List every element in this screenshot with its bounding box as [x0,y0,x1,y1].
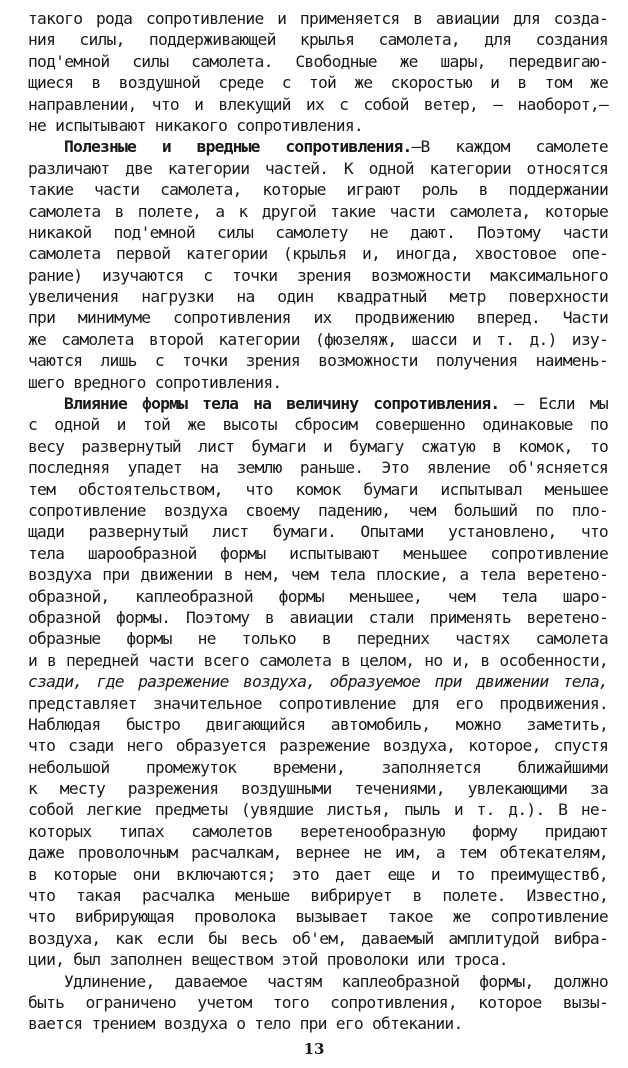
text-line: чаются лишь с точки зрения возможности получения наимень- [28,351,608,371]
page-text [28,8,608,1035]
text-line [28,136,608,157]
text-line: под'емной силы самолета. Свободные же шары, передвигаю- [28,51,608,71]
text-line: представляет значительное сопротивление для его продвижения. [28,693,608,713]
text-line: что сзади него образуется разрежение воздуха, которое, спустя [28,736,608,756]
text-line: быть ограничено учетом того сопротивления, которое вызы- [28,992,608,1012]
text-line: тем обстоятельством, что комок бумаги испытывал меньшее [28,479,608,499]
text-line [28,393,608,414]
text-line: с одной и той же высоты сбросим совершенно одинаковые по [28,415,608,435]
text-line: такие части самолета, которые играют роль в поддержании [28,180,608,200]
text-line: Наблюдая быстро двигающийся автомобиль, можно заметить, [28,714,608,734]
text-line: такого рода сопротивление и применяется в авиации для созда- [28,9,608,28]
text-line: образные формы не только в передних частях самолета [28,629,608,649]
text-line: что такая расчалка меньше вибрирует в полете. Известно, [28,886,608,906]
text-line: самолета в полете, а к другой такие части самолета, которые [28,201,608,221]
text-line: образной формы. Поэтому в авиации стали применять веретено- [28,607,608,627]
text-line: не испытывают никакого сопротивления. [28,115,363,135]
text-line: и в передней части всего самолета в целом, но и, в особенности, [28,650,608,670]
text-line: направлении, что и влекущий их с собой ветер, — наоборот,— [28,94,608,114]
paragraph-3 [28,393,608,971]
text-line: небольшой промежуток времени, заполняется ближайшими [28,757,608,777]
text-line: ции, был заполнен веществом этой проволоки или троса. [28,950,508,970]
text-line: собой легкие предметы (увядшие листья, пыль и т. д.). В не- [28,800,608,820]
text-line: шего вредного сопротивления. [28,372,282,392]
paragraph-1 [28,8,608,136]
text-line: увеличения нагрузки на один квадратный метр поверхности [28,287,608,307]
text-line: весу развернутый лист бумаги и бумагу сжатую в комок, то [28,436,608,456]
text-line: ния силы, поддерживающей крылья самолета, для создания [28,30,608,50]
text-line: что вибрирующая проволока вызывает такое же сопротивление [28,907,608,927]
text-line: воздуха, как если бы весь об'ем, даваемый амплитудой вибра- [28,928,608,948]
text-line: Удлинение, даваемое частям каплеобразной формы, должно [64,971,608,991]
text-line: тела шарообразной формы испытывают меньшее сопротивление [28,543,608,563]
text-line: вается трением воздуха о тело при его обтекании. [28,1014,463,1034]
text-line: которых типах самолетов веретенообразную форму придают [28,821,608,841]
text-line: воздуха при движении в нем, чем тела плоские, а тела веретено- [28,565,608,585]
text-line: самолета первой категории (крылья и, иногда, хвостовое опе- [28,244,608,264]
page-number: 13 [303,1040,325,1058]
paragraph-2 [28,136,608,393]
text-line: щиеся в воздушной среде с той же скоростью и в том же [28,73,608,93]
text-line: образной, каплеобразной формы меньшее, чем тела шаро- [28,586,608,606]
paragraph-4 [28,971,608,1035]
text-line: рание) изучаются с точки зрения возможности максимального [28,265,608,285]
text-run: — Если мы [499,394,608,414]
text-line: при минимуме сопротивления их продвижению вперед. Части [28,308,608,328]
text-line: никакой под'емной силы самолету не дают. Поэтому части [28,222,608,242]
text-line: сопротивление воздуха своему падению, чем больший по пло- [28,500,608,520]
text-line: щади развернутый лист бумаги. Опытами установлено, что [28,522,608,542]
text-line: же самолета второй категории (фюзеляж, шасси и т. д.) изу- [28,329,608,349]
text-line: даже проволочным расчалкам, вернее не им, а тем обтекателям, [28,843,608,863]
text-line: к месту разрежения воздушными течениями, увлекающими за [28,779,608,799]
section-heading: Полезные и вредные сопротивления. [64,137,412,157]
text-line: различают две категории частей. К одной категории относятся [28,158,608,178]
text-line: последняя упадет на землю раньше. Это явление об'ясняется [28,458,608,478]
text-line: в которые они включаются; это дает еще и то преимуществб, [28,864,608,884]
italic-text-line: сзади, где разрежение воздуха, образуемое при движении тела, [28,672,608,692]
section-heading: Влияние формы тела на величину сопротивления. [64,394,500,414]
text-run: —В каждом самолете [411,137,608,157]
